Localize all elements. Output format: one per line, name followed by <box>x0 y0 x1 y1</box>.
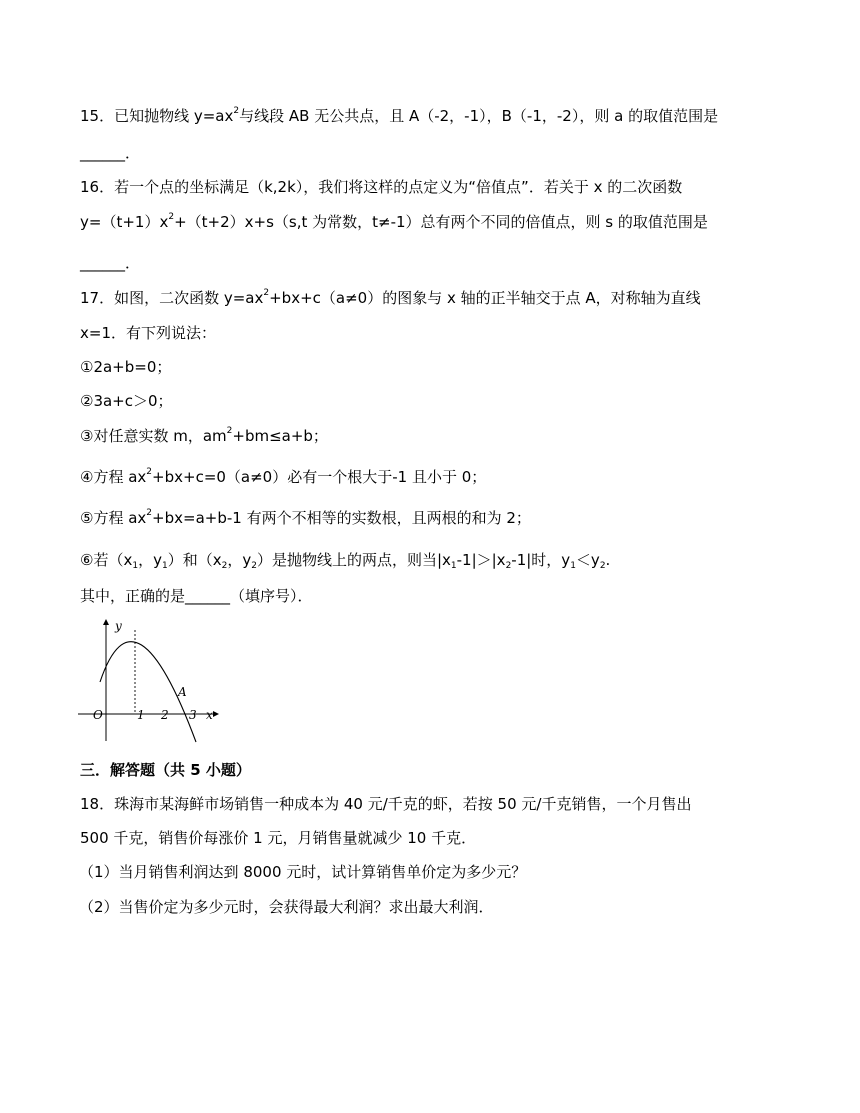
s6-sub1: 1 <box>132 561 139 571</box>
s6-sub3: 2 <box>221 561 228 571</box>
q17-statement-4 <box>80 467 486 487</box>
s6-sub4: 2 <box>251 561 257 571</box>
tick-label-2: 2 <box>161 708 169 722</box>
q17-line-2: x=1．有下列说法： <box>80 324 216 342</box>
q15-line-1 <box>80 106 718 126</box>
q17-statement-3 <box>80 426 328 446</box>
s6-sub8: 2 <box>599 561 606 571</box>
parabola-figure <box>78 618 223 743</box>
q18-line-2: 500 千克，销售价每涨价 1 元，月销售量就减少 10 千克． <box>80 829 477 847</box>
q17-text-a: 17．如图，二次函数 y=ax <box>80 289 264 307</box>
s6-sub5: 1 <box>450 561 457 571</box>
q17-s4-sup: 2 <box>146 467 153 477</box>
s6-p7: -1|时，y <box>511 551 571 569</box>
q16-line-1: 16．若一个点的坐标满足（k,2k），我们将这样的点定义为“倍值点”．若关于 x 的二次函数 <box>80 178 683 196</box>
s6-p8: ＜y <box>575 551 600 569</box>
q17-sup: 2 <box>263 288 270 298</box>
s6-p2: ，y <box>138 551 162 569</box>
s6-p4: ，y <box>227 551 252 569</box>
s6-p1: ⑥若（x <box>80 551 133 569</box>
q18-line-1: 18．珠海市某海鲜市场销售一种成本为 40 元/千克的虾，若按 50 元/千克销售，一个月售出 <box>80 795 692 813</box>
x-axis-label: x <box>206 708 213 722</box>
q16-text-a: y=（t+1）x <box>80 213 169 231</box>
q17-s3-text-b: +bm≤a+b； <box>232 427 328 445</box>
q17-statement-6 <box>80 550 610 570</box>
q15-sup: 2 <box>233 106 240 116</box>
q17-answer-line: 其中，正确的是______（填序号）． <box>80 587 313 605</box>
q17-statement-5 <box>80 508 531 528</box>
s6-sub7: 1 <box>570 561 576 571</box>
origin-label: O <box>93 708 103 722</box>
s6-p3: ）和（x <box>167 551 222 569</box>
point-a-label: A <box>178 685 187 699</box>
q17-statement-1: ①2a+b=0； <box>80 358 172 376</box>
q17-s4-text-a: ④方程 ax <box>80 468 147 486</box>
q18-part-1: （1）当月销售利润达到 8000 元时，试计算销售单价定为多少元？ <box>79 863 527 881</box>
s6-p9: . <box>605 551 611 569</box>
q17-s3-text-a: ③对任意实数 m，am <box>80 427 227 445</box>
y-axis-label: y <box>115 619 122 633</box>
q17-s4-text-b: +bx+c=0（a≠0）必有一个根大于-1 且小于 0； <box>152 468 487 486</box>
q15-text-b: 与线段 AB 无公共点，且 A（-2，-1），B（-1，-2），则 a 的取值范围是 <box>239 107 719 125</box>
tick-label-3: 3 <box>189 708 197 722</box>
s6-sub6: 2 <box>505 561 512 571</box>
q17-text-b: +bx+c（a≠0）的图象与 x 轴的正半轴交于点 A，对称轴为直线 <box>269 289 701 307</box>
s6-sub2: 1 <box>161 561 168 571</box>
s6-p5: ）是抛物线上的两点，则当|x <box>256 551 451 569</box>
s6-p6: -1|＞|x <box>456 551 506 569</box>
tick-label-1: 1 <box>137 708 145 722</box>
q15-text-a: 15．已知抛物线 y=ax <box>80 107 234 125</box>
q17-s3-sup: 2 <box>226 426 233 436</box>
q17-s5-text-b: +bx=a+b-1 有两个不相等的实数根，且两根的和为 2； <box>152 509 531 527</box>
q17-s5-text-a: ⑤方程 ax <box>80 509 147 527</box>
q15-line-2: ______． <box>80 144 141 162</box>
q16-text-b: +（t+2）x+s（s,t 为常数，t≠-1）总有两个不同的倍值点，则 s 的取值范围是 <box>174 213 708 231</box>
q16-line-3: ______． <box>80 254 141 272</box>
q17-line-1 <box>80 288 701 308</box>
q18-part-2: （2）当售价定为多少元时，会获得最大利润？求出最大利润． <box>79 898 494 916</box>
q16-sup: 2 <box>168 212 175 222</box>
q17-s5-sup: 2 <box>146 508 153 518</box>
section-title: 三．解答题（共 5 小题） <box>80 761 251 779</box>
q17-statement-2: ②3a+c＞0； <box>80 392 173 410</box>
q16-line-2 <box>80 212 708 232</box>
